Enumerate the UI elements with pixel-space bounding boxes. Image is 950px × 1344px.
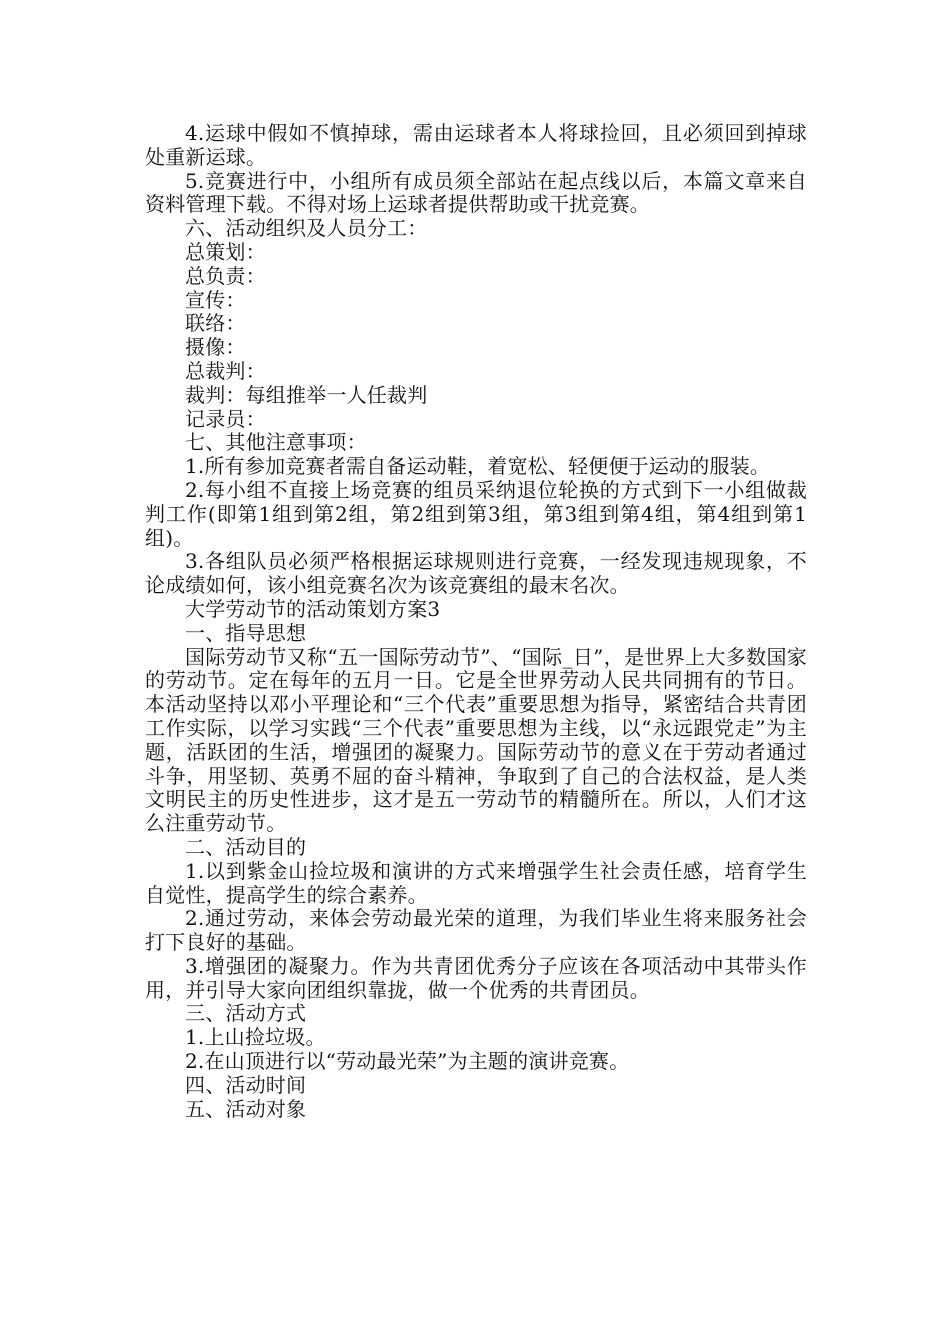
paragraph: 联络： [185,311,246,336]
paragraph: 摄像： [185,335,246,360]
paragraph: 4.运球中假如不慎掉球，需由运球者本人将球捡回，且必须回到掉球处重新运球。 [145,121,807,169]
paragraph: 国际劳动节又称“五一国际劳动节”、“国际_日”，是世界上大多数国家的劳动节。定在每年的五月一日。它是全世界劳动人民共同拥有的节日。本活动坚持以邓小平理论和“三个代表”重要思想为指导，紧密结合共青团工作实际，以学习实践“三个代表”重要思想为主线，以“永远跟党走”为主题，活跃团的生活，增强团的凝聚力。国际劳动节的意义在于劳动者通过斗争，用坚韧、英勇不屈的奋斗精神，争取到了自己的合法权益，是人类文明民主的历史性进步，这才是五一劳动节的精髓所在。所以，人们才这么注重劳动节。 [145,644,807,836]
paragraph: 2.在山顶进行以“劳动最光荣”为主题的演讲竞赛。 [185,1049,630,1074]
paragraph: 宣传： [185,287,246,312]
paragraph: 记录员： [185,406,266,431]
paragraph: 2.每小组不直接上场竞赛的组员采纳退位轮换的方式到下一小组做裁判工作(即第1组到第2组，第2组到第3组，第3组到第4组，第4组到第1组)。 [145,477,807,550]
document-title: 大学劳动节的活动策划方案3 [185,596,441,621]
paragraph: 2.通过劳动，来体会劳动最光荣的道理，为我们毕业生将来服务社会打下良好的基础。 [145,906,807,955]
paragraph: 总策划： [185,239,266,264]
section-heading: 七、其他注意事项： [185,430,367,455]
paragraph: 3.增强团的凝聚力。作为共青团优秀分子应该在各项活动中其带头作用，并引导大家向团组织靠拢，做一个优秀的共青团员。 [145,953,807,1002]
paragraph: 裁判：每组推举一人任裁判 [185,382,428,407]
paragraph: 1.以到紫金山捡垃圾和演讲的方式来增强学生社会责任感，培育学生自觉性，提高学生的综合素养。 [145,858,807,907]
paragraph: 3.各组队员必须严格根据运球规则进行竞赛，一经发现违规现象，不论成绩如何，该小组竞赛名次为该竞赛组的最末名次。 [145,549,807,598]
section-heading: 四、活动时间 [185,1072,307,1097]
paragraph: 5.竞赛进行中，小组所有成员须全部站在起点线以后，本篇文章来自资料管理下载。不得对场上运球者提供帮助或干扰竞赛。 [145,168,807,217]
paragraph: 1.所有参加竞赛者需自备运动鞋，着宽松、轻便便于运动的服装。 [185,454,771,479]
section-heading: 一、指导思想 [185,620,307,645]
section-heading: 六、活动组织及人员分工： [185,216,428,241]
section-heading: 五、活动对象 [185,1096,307,1121]
section-heading: 三、活动方式 [185,1001,307,1026]
section-heading: 二、活动目的 [185,834,307,859]
paragraph: 总负责： [185,263,266,288]
document-body [145,122,807,1121]
paragraph: 总裁判： [185,358,266,383]
paragraph: 1.上山捡垃圾。 [185,1025,326,1050]
